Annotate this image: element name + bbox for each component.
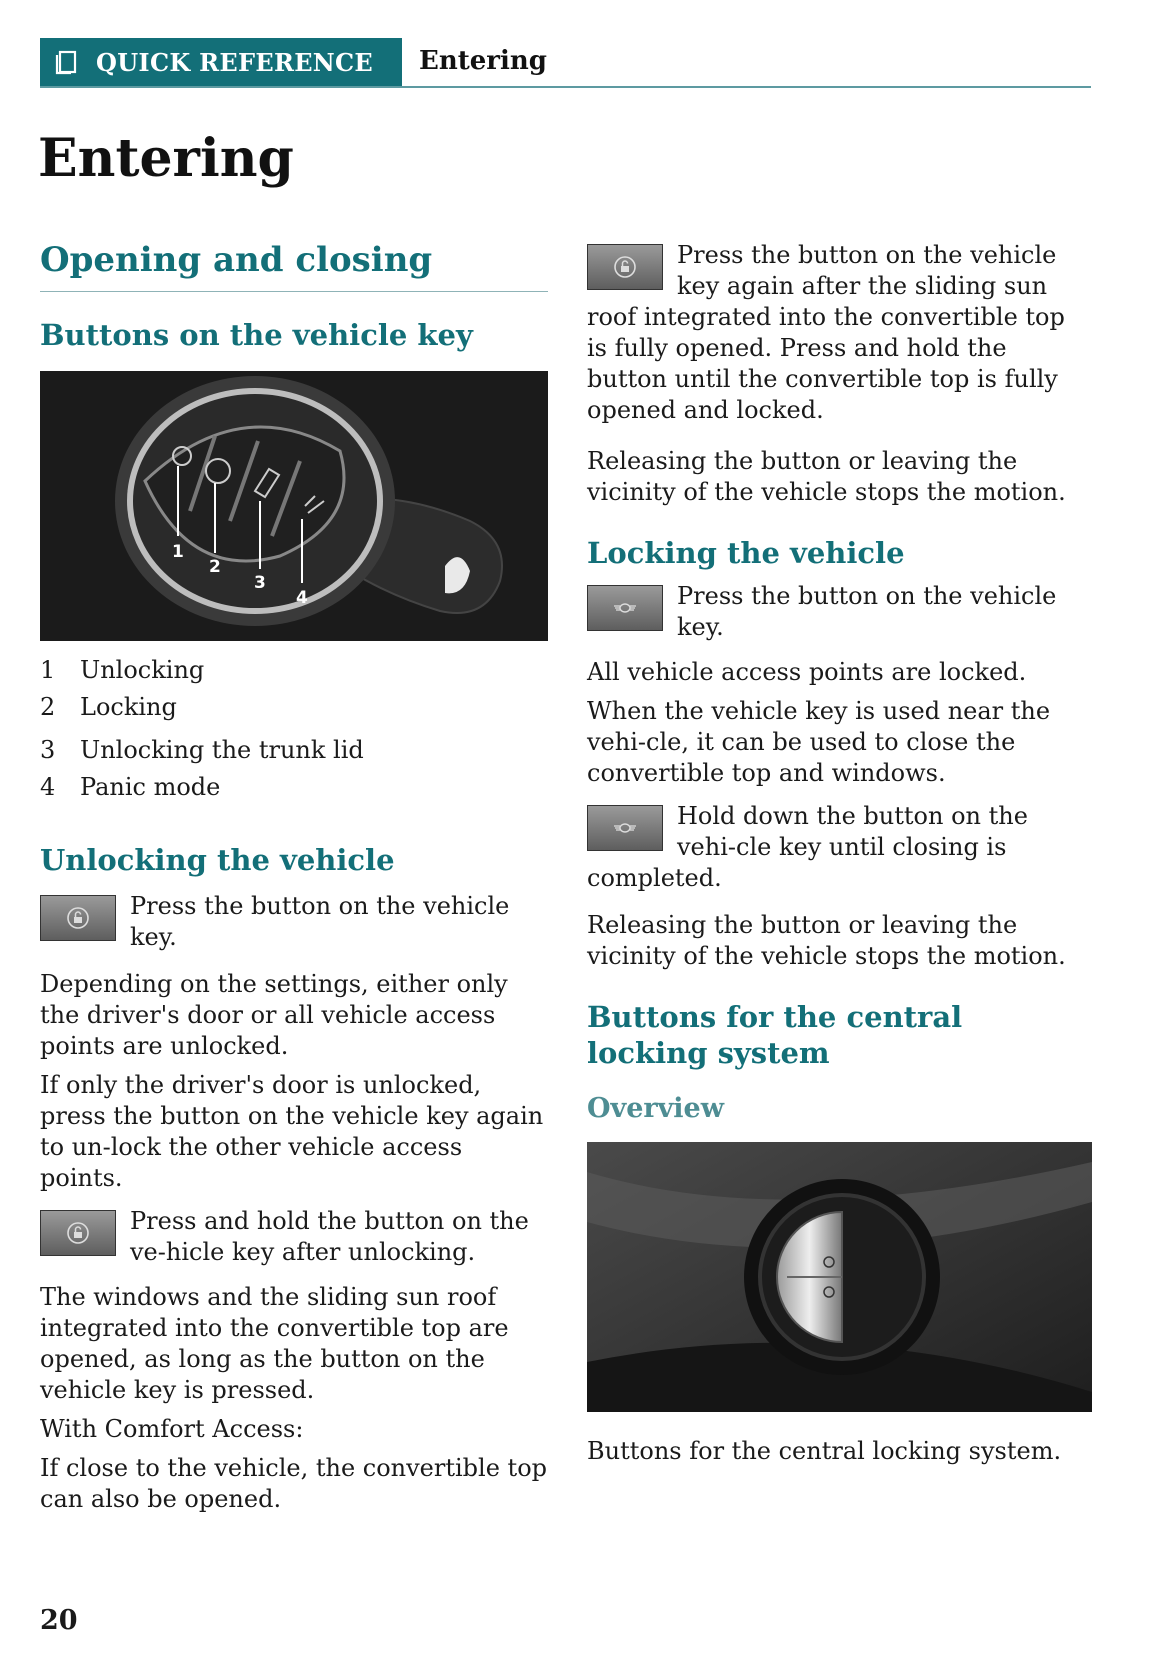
callout-1: 1 (172, 542, 184, 563)
callout-4: 4 (296, 588, 308, 609)
brand-wings-icon (613, 596, 637, 620)
header-section-title: Entering (419, 46, 547, 76)
legend-item: 2 Locking (40, 693, 177, 722)
book-icon (54, 49, 80, 75)
vehicle-key-photo (40, 371, 548, 641)
vehicle-key-illustration (40, 371, 548, 641)
central-locking-heading: Buttons for the central locking system (587, 1000, 963, 1070)
legend-item: 4 Panic mode (40, 773, 221, 802)
locking-heading: Locking the vehicle (587, 536, 905, 570)
overview-heading: Overview (587, 1093, 724, 1125)
lock-press-text: Press the button on the vehicle key. (677, 582, 1057, 642)
lock-button-symbol (587, 585, 663, 631)
unlocking-heading: Unlocking the vehicle (40, 843, 395, 878)
press-again-text: Press the button on the vehicle key again after the sliding sun roof integrated into the convertible top is fully opened. Press and hold the button until the convertible top is fully opened and locked. (587, 241, 1065, 424)
unlock-paragraph-2: If only the driver's door is unlocked, press the button on the vehicle key again to un-lock the other vehicle access points. (40, 1070, 544, 1192)
release-text-1: Releasing the button or leaving the vicinity of the vehicle stops the motion. (587, 447, 1066, 506)
central-locking-illustration (587, 1142, 1092, 1412)
central-locking-caption: Buttons for the central locking system. (587, 1437, 1062, 1466)
unlock-paragraph-1: Depending on the settings, either only the driver's door or all vehicle access points are unlocked. (40, 969, 508, 1060)
right-column (587, 240, 1092, 1467)
buttons-key-heading: Buttons on the vehicle key (40, 317, 473, 352)
callout-2: 2 (209, 557, 221, 578)
page-title: Entering (38, 128, 294, 189)
key-button-legend (40, 655, 548, 803)
page-number: 20 (40, 1605, 78, 1636)
running-header (40, 38, 1091, 88)
section-tab (40, 38, 402, 86)
lock-paragraph-1: All vehicle access points are locked. (587, 658, 1027, 687)
unlock-button-symbol (587, 244, 663, 290)
left-column (40, 240, 548, 1515)
opening-closing-heading: Opening and closing (40, 240, 433, 280)
callout-3: 3 (254, 573, 266, 594)
brand-wings-icon (613, 816, 637, 840)
central-locking-photo (587, 1142, 1092, 1412)
unlock-paragraph-5: If close to the vehicle, the convertible top can also be opened. (40, 1453, 547, 1513)
unlock-hold-text: Press and hold the button on the ve-hicle key after unlocking. (130, 1206, 529, 1266)
unlock-icon (66, 906, 90, 930)
section-rule (40, 291, 548, 292)
unlock-paragraph-3: The windows and the sliding sun roof integrated into the convertible top are opened, as long as the button on the vehicle key is pressed. (40, 1282, 509, 1404)
unlock-press-text: Press the button on the vehicle key. (130, 891, 510, 951)
unlock-button-symbol (40, 1210, 116, 1256)
legend-item: 1 Unlocking (40, 656, 205, 685)
unlock-icon (613, 255, 637, 279)
lock-button-symbol (587, 805, 663, 851)
lock-paragraph-2: When the vehicle key is used near the vehi-cle, it can be used to close the convertible top and windows. (587, 697, 1051, 788)
section-tab-label: QUICK REFERENCE (96, 47, 374, 77)
lock-hold-text: Hold down the button on the vehi-cle key until closing is completed. (587, 802, 1028, 893)
unlock-icon (66, 1221, 90, 1245)
unlock-button-symbol (40, 895, 116, 941)
legend-item: 3 Unlocking the trunk lid (40, 736, 364, 765)
unlock-paragraph-4: With Comfort Access: (40, 1414, 304, 1443)
release-text-2: Releasing the button or leaving the vicinity of the vehicle stops the motion. (587, 911, 1066, 971)
